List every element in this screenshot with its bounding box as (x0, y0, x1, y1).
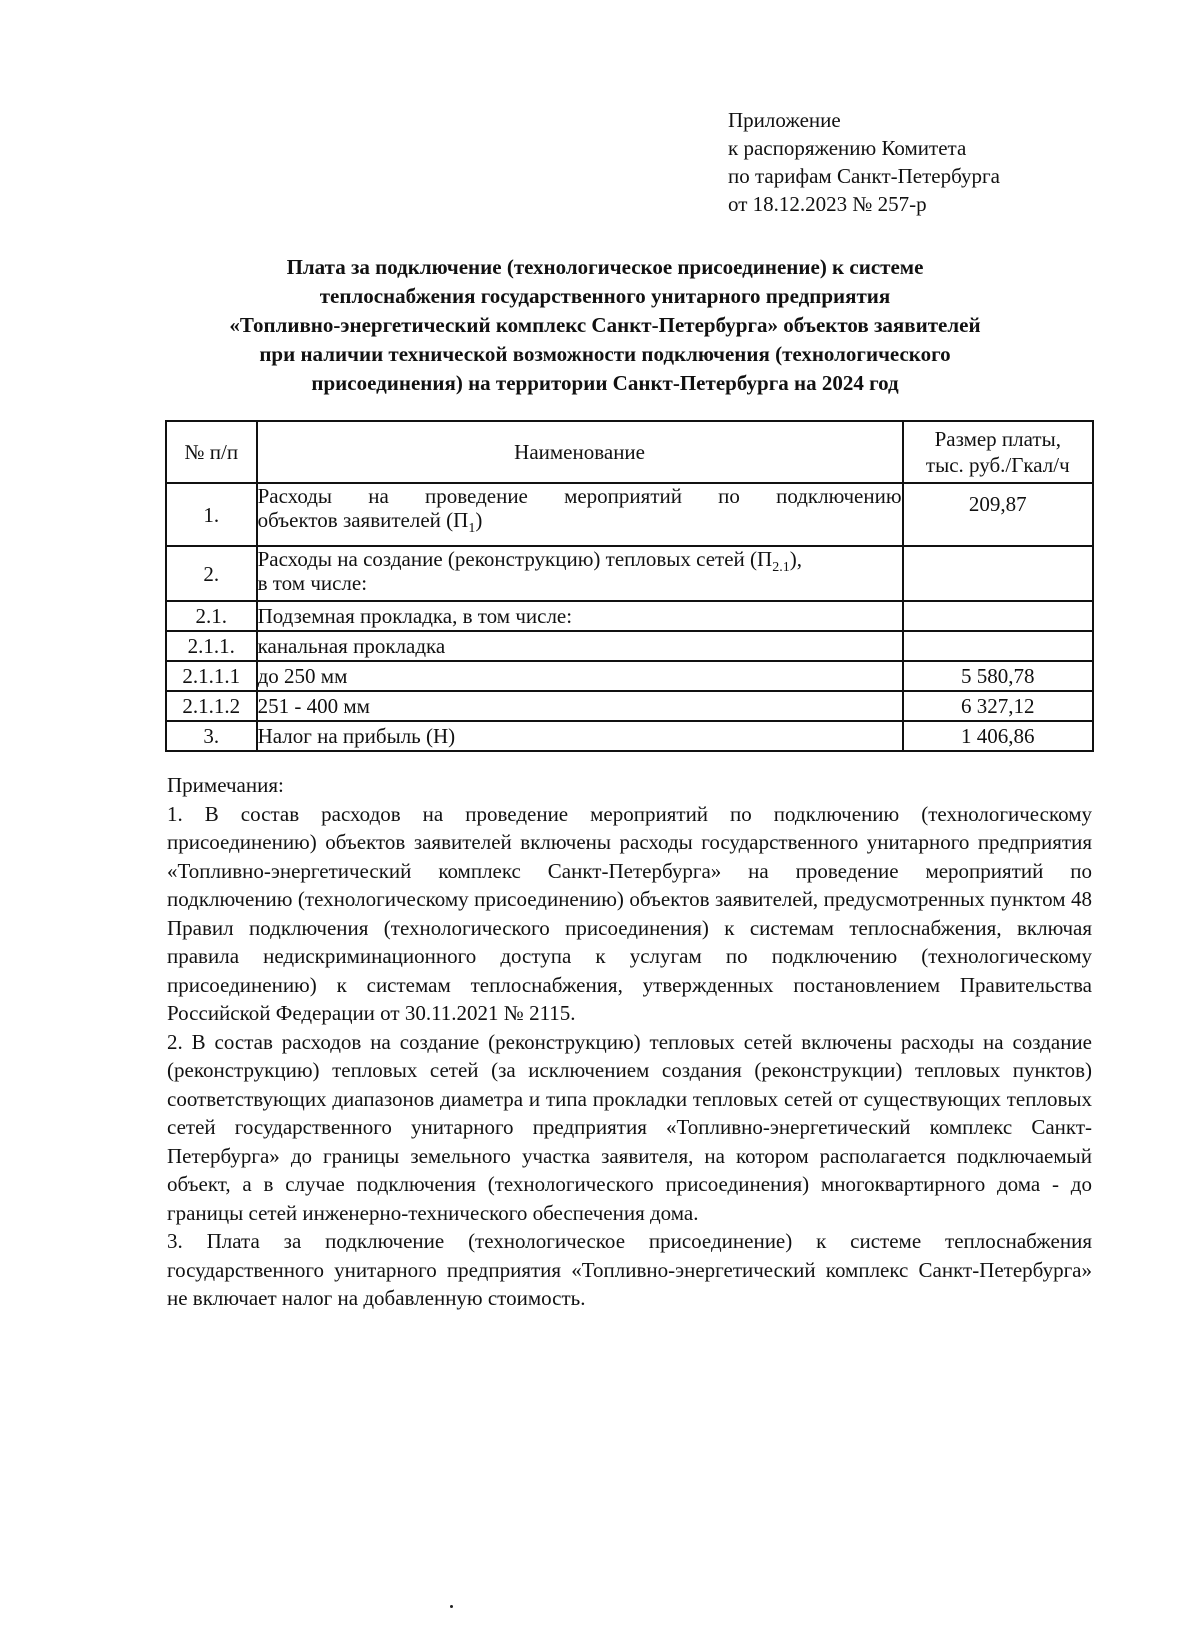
row-name-line: в том числе: (257, 571, 368, 595)
table-row (166, 691, 1093, 721)
row-value: 1 406,86 (903, 721, 1093, 751)
title-line: присоединения) на территории Санкт-Петербурга на 2024 год (311, 371, 899, 395)
appendix-line: от 18.12.2023 № 257-р (728, 192, 927, 216)
row-name: Налог на прибыль (Н) (257, 721, 903, 751)
row-name-line (257, 508, 902, 537)
row-name: 251 - 400 мм (257, 691, 903, 721)
appendix-line: по тарифам Санкт-Петербурга (728, 164, 1000, 188)
table-row (166, 661, 1093, 691)
scan-speck (450, 1605, 453, 1608)
row-value: 209,87 (903, 483, 1093, 546)
row-name-text: объектов заявителей (П (257, 508, 469, 532)
row-name-text: ) (475, 508, 483, 532)
title-line: при наличии технической возможности подключения (технологического (259, 342, 951, 366)
row-name (257, 546, 903, 601)
header-num: № п/п (166, 421, 257, 483)
appendix-header (728, 106, 1000, 218)
row-name (257, 483, 903, 546)
header-name: Наименование (257, 421, 903, 483)
row-num: 3. (166, 721, 257, 751)
title-line: Плата за подключение (технологическое присоединение) к системе (286, 255, 924, 279)
row-name: до 250 мм (257, 661, 903, 691)
row-name-text: ), (789, 547, 802, 571)
header-value (903, 421, 1093, 483)
title-line: теплоснабжения государственного унитарного предприятия (319, 284, 891, 308)
row-num: 2. (166, 546, 257, 601)
table-row (166, 601, 1093, 631)
row-num: 2.1.1.1 (166, 661, 257, 691)
tariff-table (165, 420, 1094, 752)
document-title (150, 253, 1060, 398)
row-name-subscript: 1 (468, 521, 476, 537)
header-value-line2: тыс. руб./Гкал/ч (925, 453, 1070, 477)
row-name-line: Расходы на проведение мероприятий по подключению (257, 484, 902, 508)
table-row (166, 483, 1093, 546)
row-value: 6 327,12 (903, 691, 1093, 721)
row-name: Подземная прокладка, в том числе: (257, 601, 903, 631)
row-name: канальная прокладка (257, 631, 903, 661)
row-num: 2.1.1. (166, 631, 257, 661)
header-value-line1: Размер платы, (934, 427, 1061, 451)
row-name-text: Расходы на создание (реконструкцию) тепловых сетей (П (257, 547, 773, 571)
table-row (166, 631, 1093, 661)
note-paragraph: 1. В состав расходов на проведение мероприятий по подключению (технологическому присоединению) объектов заявителей включены расходы государственного унитарного предприятия «Топливно-энергетический комплекс Санкт-Петербурга» на проведение мероприятий по подключению (технологическому присоединению) объектов заявителей, предусмотренных пунктом 48 Правил подключения (технологического присоединения) к системам теплоснабжения, включая правила недискриминационного доступа к услугам по подключению (технологическому присоединению) к системам теплоснабжения, утвержденных постановлением Правительства Российской Федерации от 30.11.2021 № 2115. (167, 801, 1092, 1025)
row-value: 5 580,78 (903, 661, 1093, 691)
table-row (166, 546, 1093, 601)
title-line: «Топливно-энергетический комплекс Санкт-Петербурга» объектов заявителей (229, 313, 981, 337)
row-num: 2.1. (166, 601, 257, 631)
row-num: 1. (166, 483, 257, 546)
row-name-subscript: 2.1 (772, 560, 790, 576)
row-value (903, 601, 1093, 631)
note-paragraph: 3. Плата за подключение (технологическое присоединение) к системе теплоснабжения государственного унитарного предприятия «Топливно-энергетический комплекс Санкт-Петербурга» не включает налог на добавленную стоимость. (167, 1229, 1092, 1310)
notes-section (167, 771, 1092, 1313)
appendix-line: к распоряжению Комитета (728, 136, 967, 160)
row-value (903, 546, 1093, 601)
table-header-row (166, 421, 1093, 483)
notes-heading: Примечания: (167, 773, 284, 797)
row-name-line (257, 547, 902, 576)
row-value (903, 631, 1093, 661)
appendix-line: Приложение (728, 108, 841, 132)
note-paragraph: 2. В состав расходов на создание (реконструкцию) тепловых сетей включены расходы на создание (реконструкцию) тепловых сетей (за исключением создания (реконструкции) тепловых пунктов) соответствующих диапазонов диаметра и типа прокладки тепловых сетей от существующих тепловых сетей государственного унитарного предприятия «Топливно-энергетический комплекс Санкт-Петербурга» до границы земельного участка заявителя, на котором располагается подключаемый объект, а в случае подключения (технологического присоединения) многоквартирного дома - до границы сетей инженерно-технического обеспечения дома. (167, 1029, 1092, 1225)
row-num: 2.1.1.2 (166, 691, 257, 721)
table-row (166, 721, 1093, 751)
